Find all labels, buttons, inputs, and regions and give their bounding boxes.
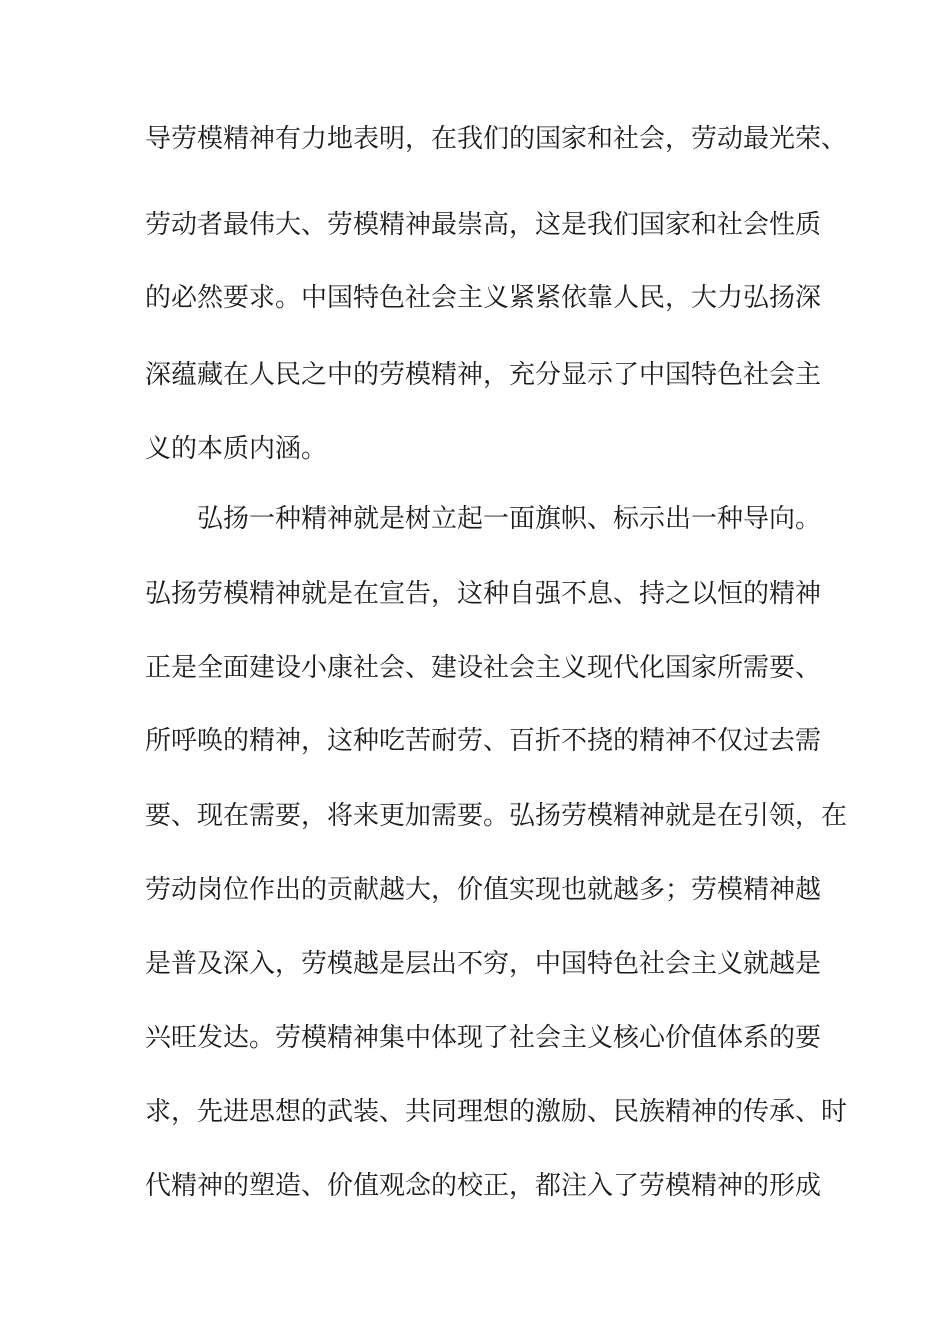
text-line: 要、现在需要，将来更加需要。弘扬劳模精神就是在引领，在 — [145, 801, 848, 831]
text-line: 兴旺发达。劳模精神集中体现了社会主义核心价值体系的要 — [145, 1023, 822, 1053]
text-line: 义的本质内涵。 — [145, 434, 328, 464]
text-line: 代精神的塑造、价值观念的校正，都注入了劳模精神的形成 — [145, 1171, 822, 1201]
text-line: 深蕴藏在人民之中的劳模精神，充分显示了中国特色社会主 — [145, 360, 822, 390]
text-line: 正是全面建设小康社会、建设社会主义现代化国家所需要、 — [145, 653, 822, 683]
text-line: 是普及深入，劳模越是层出不穷，中国特色社会主义就越是 — [145, 949, 822, 979]
text-line: 所呼唤的精神，这种吃苦耐劳、百折不挠的精神不仅过去需 — [145, 726, 822, 756]
text-line: 劳动岗位作出的贡献越大，价值实现也就越多；劳模精神越 — [145, 875, 822, 905]
text-line: 求，先进思想的武装、共同理想的激励、民族精神的传承、时 — [145, 1097, 848, 1127]
text-line: 导劳模精神有力地表明，在我们的国家和社会，劳动最光荣、 — [145, 124, 848, 154]
text-line: 弘扬劳模精神就是在宣告，这种自强不息、持之以恒的精神 — [145, 579, 822, 609]
text-line: 的必然要求。中国特色社会主义紧紧依靠人民，大力弘扬深 — [145, 283, 822, 313]
paragraph-first-line: 弘扬一种精神就是树立起一面旗帜、标示出一种导向。 — [197, 504, 822, 534]
text-line: 劳动者最伟大、劳模精神最崇高，这是我们国家和社会性质 — [145, 210, 822, 240]
